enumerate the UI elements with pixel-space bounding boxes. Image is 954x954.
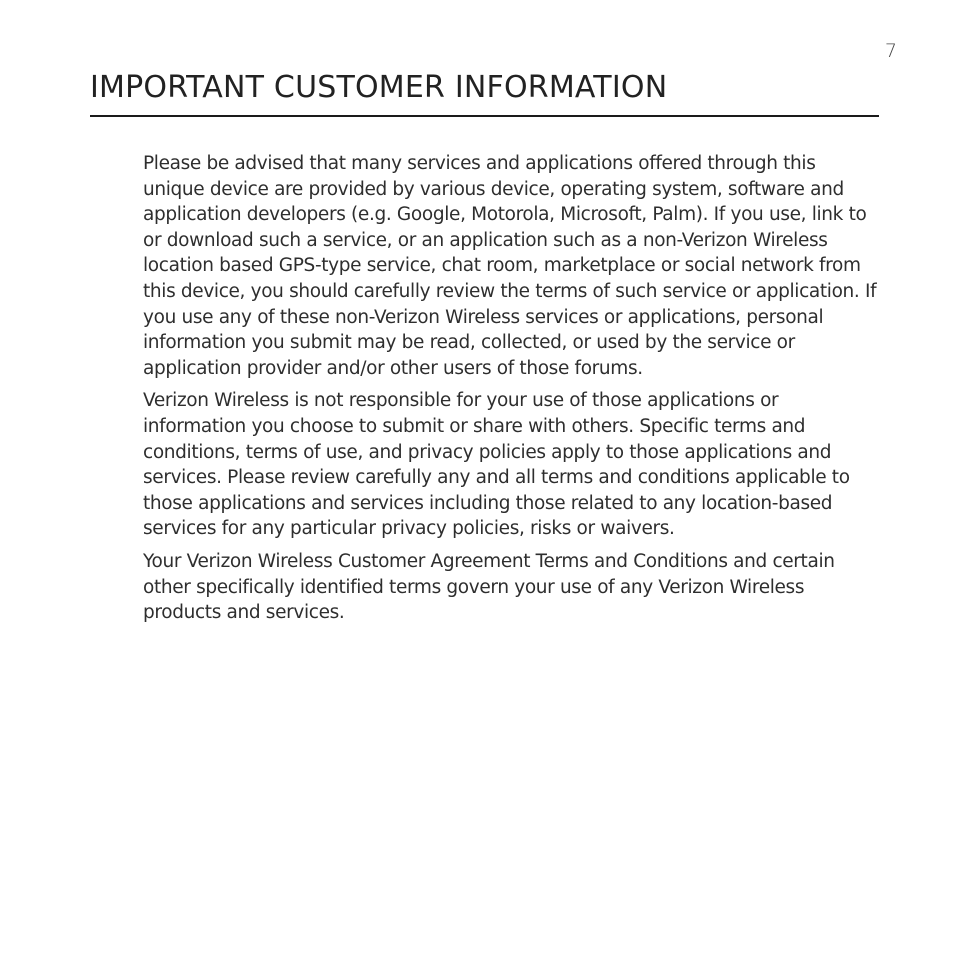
page-number: 7: [884, 40, 897, 62]
paragraph-services-notice: Please be advised that many services and applications offered through this unique device are provided by various device, operating system, software and application developers (e.g. Google, Motorola, Microsoft, Palm). If you use, link to or download such a service, or an application such as a non-Verizon Wireless location based GPS-type service, chat room, marketplace or social network from this device, you should carefully review the terms of such service or application. If you use any of these non-Verizon Wireless services or applications, personal information you submit may be read, collected, or used by the service or application provider and/or other users of those forums.: [143, 153, 877, 379]
body-text: [143, 151, 881, 633]
page-title: IMPORTANT CUSTOMER INFORMATION: [90, 70, 668, 105]
heading-divider: [90, 115, 879, 117]
paragraph-responsibility: Verizon Wireless is not responsible for your use of those applications or information you choose to submit or share with others. Specific terms and conditions, terms of use, and privacy policies apply to those applications and services. Please review carefully any and all terms and conditions applicable to those applications and services including those related to any location-based services for any particular privacy policies, risks or waivers.: [143, 390, 850, 540]
paragraph-customer-agreement: Your Verizon Wireless Customer Agreement Terms and Conditions and certain other specifically identified terms govern your use of any Verizon Wireless products and services.: [143, 550, 835, 624]
